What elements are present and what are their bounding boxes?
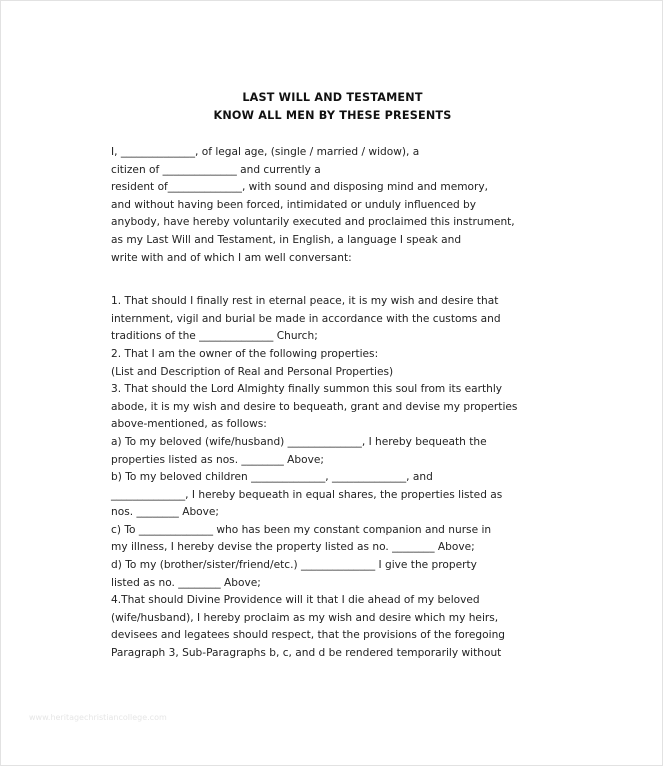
document-body bbox=[111, 144, 551, 663]
clause-line: properties listed as nos. ________ Above; bbox=[111, 453, 324, 466]
clause-line: devisees and legatees should respect, that the provisions of the foregoing bbox=[111, 629, 506, 642]
clause-line: Paragraph 3, Sub-Paragraphs b, c, and d be rendered temporarily without bbox=[111, 647, 502, 660]
intro-line: write with and of which I am well conversant: bbox=[111, 251, 352, 264]
clause-line: ______________, I hereby bequeath in equal shares, the properties listed as bbox=[111, 488, 503, 501]
clause-line: 3. That should the Lord Almighty finally summon this soul from its earthly bbox=[111, 383, 503, 396]
intro-line: I, ______________, of legal age, (single / married / widow), a bbox=[111, 146, 420, 158]
clause-line: abode, it is my wish and desire to bequeath, grant and devise my properties bbox=[111, 400, 518, 413]
intro-line: citizen of ______________ and currently a bbox=[111, 163, 321, 176]
clause-line: a) To my beloved (wife/husband) ______________, I hereby bequeath the bbox=[111, 435, 487, 448]
clause-line: (wife/husband), I hereby proclaim as my wish and desire which my heirs, bbox=[111, 611, 499, 624]
intro-line: as my Last Will and Testament, in English, a language I speak and bbox=[111, 233, 462, 246]
intro-line: anybody, have hereby voluntarily executed and proclaimed this instrument, bbox=[111, 216, 515, 229]
clause-line: my illness, I hereby devise the property listed as no. ________ Above; bbox=[111, 541, 475, 554]
document-title: LAST WILL AND TESTAMENT bbox=[242, 91, 423, 104]
clause-line: 2. That I am the owner of the following properties: bbox=[111, 347, 379, 360]
clause-line: 1. That should I finally rest in eternal peace, it is my wish and desire that bbox=[111, 295, 499, 308]
clause-line: (List and Description of Real and Personal Properties) bbox=[111, 365, 394, 378]
clause-line: c) To ______________ who has been my constant companion and nurse in bbox=[111, 523, 492, 536]
clause-line: traditions of the ______________ Church; bbox=[111, 330, 318, 343]
intro-line: resident of______________, with sound and disposing mind and memory, bbox=[111, 181, 489, 194]
clause-line: 4.That should Divine Providence will it that I die ahead of my beloved bbox=[111, 594, 480, 607]
clause-line: above-mentioned, as follows: bbox=[111, 418, 267, 431]
clause-line: b) To my beloved children ______________, ______________, and bbox=[111, 471, 433, 484]
clause-line: d) To my (brother/sister/friend/etc.) ______________ I give the property bbox=[111, 559, 477, 572]
intro-line: and without having been forced, intimidated or unduly influenced by bbox=[111, 198, 477, 211]
clause-line: listed as no. ________ Above; bbox=[111, 576, 261, 589]
clause-line: nos. ________ Above; bbox=[111, 506, 220, 519]
clause-line: internment, vigil and burial be made in accordance with the customs and bbox=[111, 312, 501, 325]
watermark: www.heritagechristiancollege.com bbox=[29, 713, 167, 722]
document-subtitle: KNOW ALL MEN BY THESE PRESENTS bbox=[213, 109, 452, 122]
paragraph-gap bbox=[111, 267, 551, 293]
